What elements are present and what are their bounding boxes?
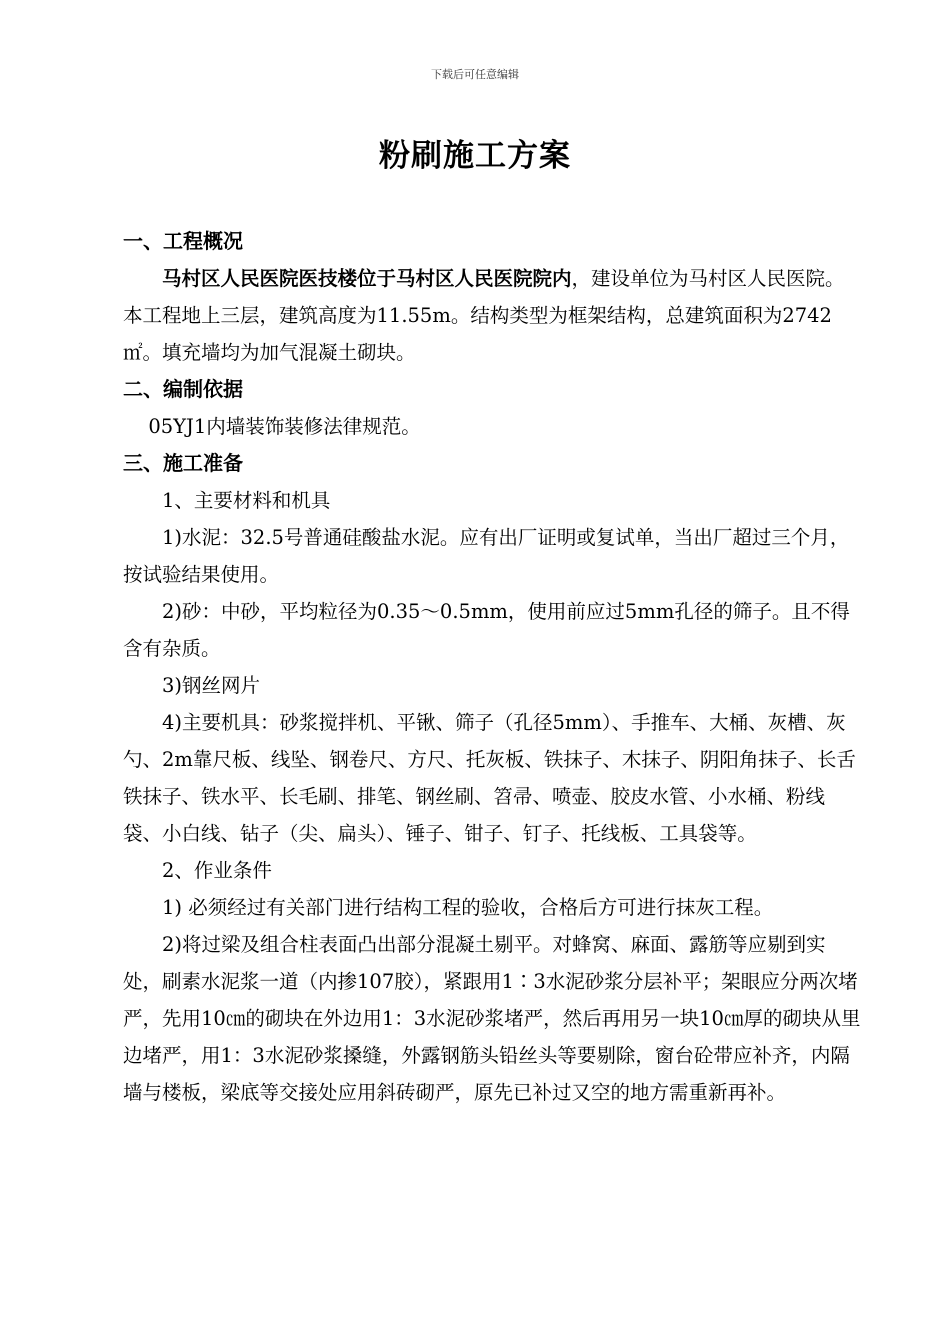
paragraph-cement: 1)水泥：32.5号普通硅酸盐水泥。应有出厂证明或复试单，当出厂超过三个月，按试验结果使用。 <box>123 526 850 586</box>
paragraph-condition-1: 1) 必须经过有关部门进行结构工程的验收，合格后方可进行抹灰工程。 <box>162 896 774 919</box>
section-heading-basis: 二、编制依据 <box>123 377 243 401</box>
section-heading-overview: 一、工程概况 <box>123 229 243 253</box>
paragraph-overview <box>123 260 863 371</box>
subheading-conditions: 2、作业条件 <box>162 859 272 882</box>
paragraph-basis: 05YJ1内墙装饰装修法律规范。 <box>148 415 421 438</box>
paragraph-condition-2: 2)将过梁及组合柱表面凸出部分混凝土剔平。对蜂窝、麻面、露筋等应剔到实处，刷素水泥浆一道（内掺107胶），紧跟用1∶3水泥砂浆分层补平；架眼应分两次堵严，先用10㎝的砌块在外边用1：3水泥砂浆堵严，然后再用另一块10㎝厚的砌块从里边堵严，用1：3水泥砂浆搡缝，外露钢筋头铅丝头等要剔除，窗台砼带应补齐，内隔墙与楼板，梁底等交接处应用斜砖砌严，原先已补过又空的地方需重新再补。 <box>123 933 861 1104</box>
section-heading-preparation: 三、施工准备 <box>123 451 243 475</box>
document-title: 粉刷施工方案 <box>379 138 571 174</box>
paragraph-wire-mesh: 3)钢丝网片 <box>162 674 261 697</box>
paragraph-tools: 4)主要机具：砂浆搅拌机、平锹、筛子（孔径5mm）、手推车、大桶、灰槽、灰勺、2m靠尺板、线坠、钢卷尺、方尺、托灰板、铁抹子、木抹子、阴阳角抹子、长舌铁抹子、铁水平、长毛刷、排笔、钢丝刷、笤帚、喷壶、胶皮水管、小水桶、粉线袋、小白线、钻子（尖、扁头）、锤子、钳子、钉子、托线板、工具袋等。 <box>123 711 856 845</box>
paragraph-sand: 2)砂：中砂，平均粒径为0.35～0.5mm，使用前应过5mm孔径的筛子。且不得含有杂质。 <box>123 600 850 660</box>
overview-body: ，建设单位为马村区人民医院。本工程地上三层，建筑高度为11.55m。结构类型为框架结构，总建筑面积为2742㎡。填充墙均为加气混凝土砌块。 <box>123 267 845 364</box>
header-note: 下载后可任意编辑 <box>431 68 519 81</box>
subheading-materials: 1、主要材料和机具 <box>162 489 331 512</box>
overview-bold-lead: 马村区人民医院医技楼位于马村区人民医院院内 <box>162 267 572 290</box>
document-body <box>123 223 863 1111</box>
